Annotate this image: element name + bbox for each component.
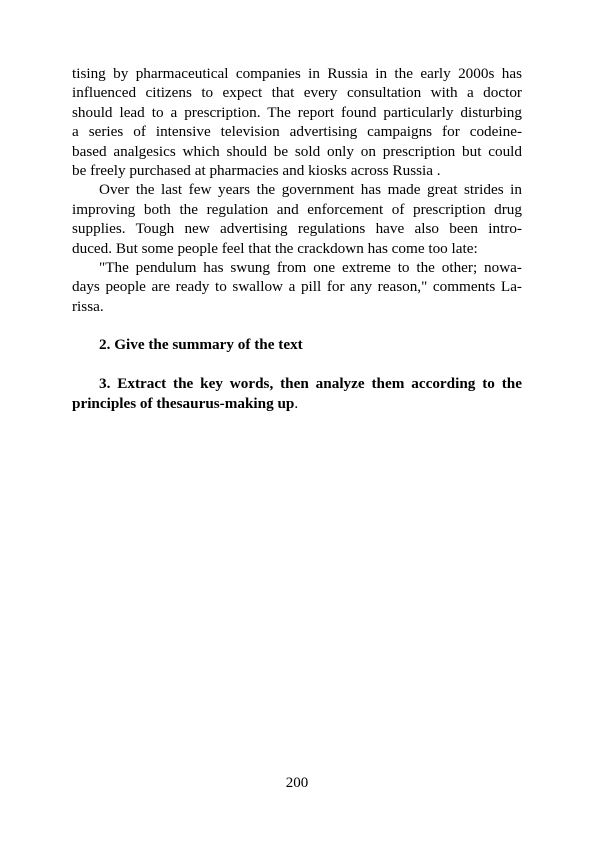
text-line: should lead to a prescription. The report found particularly disturbing bbox=[72, 103, 522, 121]
text-line bbox=[72, 394, 522, 413]
text-line: Over the last few years the government has made great strides in bbox=[99, 181, 522, 199]
text-line: based analgesics which should be sold only on prescription but could bbox=[72, 142, 522, 160]
text-line: duced. But some people feel that the crackdown has come too late: bbox=[72, 239, 478, 257]
blank-line bbox=[72, 316, 522, 335]
paragraph-2 bbox=[72, 180, 522, 258]
text-line: improving both the regulation and enforcement of prescription drug bbox=[72, 200, 522, 218]
text-line: "The pendulum has swung from one extreme to the other; nowa- bbox=[99, 258, 522, 276]
text-line: influenced citizens to expect that every consultation with a doctor bbox=[72, 84, 522, 102]
page-number: 200 bbox=[285, 775, 309, 791]
blank-line bbox=[72, 355, 522, 374]
text-line: be freely purchased at pharmacies and kiosks across Russia . bbox=[72, 161, 441, 179]
paragraph-1 bbox=[72, 64, 522, 180]
text-line: a series of intensive television advertising campaigns for codeine- bbox=[72, 123, 522, 141]
text-line: tising by pharmaceutical companies in Russia in the early 2000s has bbox=[72, 65, 522, 82]
text-line: 3. Extract the key words, then analyze them according to the bbox=[99, 375, 522, 393]
task-keywords-bold-end: principles of thesaurus-making up bbox=[72, 394, 295, 412]
text-line: rissa. bbox=[72, 297, 104, 315]
text-line: days people are ready to swallow a pill for any reason," comments La- bbox=[72, 278, 522, 296]
text-line: supplies. Tough new advertising regulations have also been intro- bbox=[72, 220, 522, 238]
task-keywords-period: . bbox=[294, 394, 299, 412]
task-heading-summary: 2. Give the summary of the text bbox=[99, 336, 303, 354]
task-heading-keywords bbox=[72, 374, 522, 413]
paragraph-3-quote bbox=[72, 258, 522, 316]
page-body bbox=[72, 64, 522, 413]
